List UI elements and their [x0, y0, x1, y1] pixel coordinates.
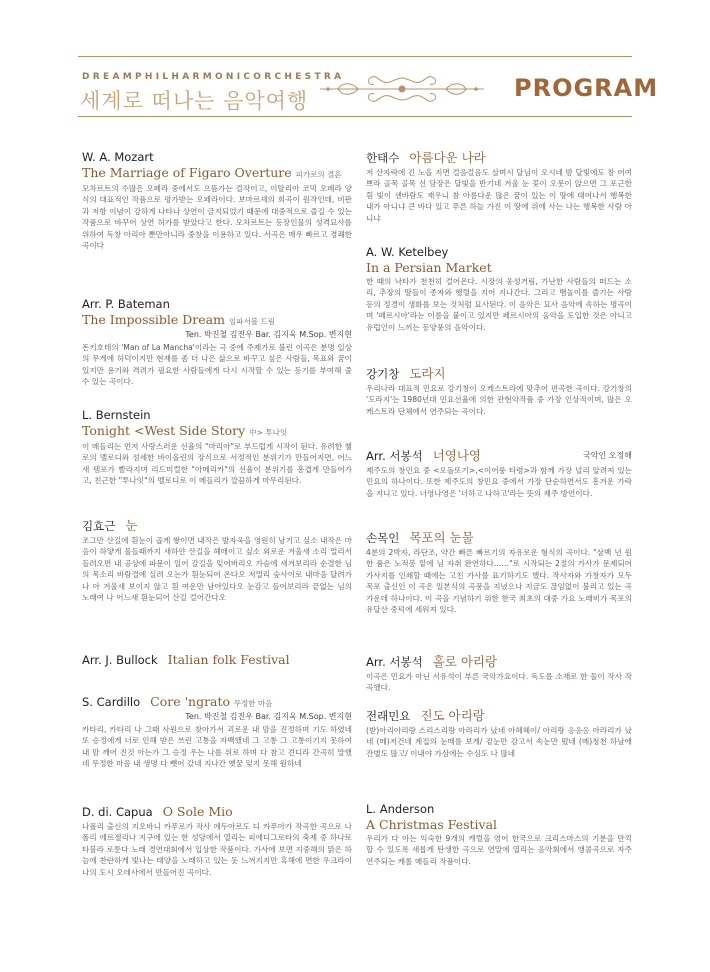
composer: L. Anderson	[366, 802, 435, 816]
piece-heading: 김효근 눈	[82, 518, 138, 533]
piece-description: 카타리, 카타리 나 그때 사원으로 찾아가서 괴로운 내 맘을 진정하며 기도 하였네 또 승정에게 너로 인해 받은 쓰린 고통을 자백했네 그 고통 그 고통이기지 못하여 내 맘 깨어 진것 아는가 그 승정 우는 나를 위로 하며 다 참고 견디라 간곡히 말했네 무정한 마음 내 생명 다 뺏어 갔네 지나간 옛꿈 잊지 못해 원하네	[82, 725, 352, 769]
piece-title: 눈	[125, 518, 138, 533]
piece-title: A Christmas Festival	[366, 817, 498, 832]
piece-title: 목포의 눈물	[409, 530, 474, 545]
piece-description: 한 때의 낙타가 천천히 걸어온다. 시장의 웅성거림, 가난한 사람들의 떠드는 소리, 추장의 딸들이 종자와 행렬을 지어 지나간다. 그리고 뱀놀이를 즐기는 사람 등의 정경이 생화를 보는 것처럼 묘사된다. 이 음악은 묘사 음악에 속하는 명곡이며 '페르시아'라는 이름을 붙이고 있지만 페르시아의 음악을 도입한 것은 아니고 유럽인이 느끼는 동양풍의 음악이다.	[366, 277, 632, 332]
piece-bullock	[82, 652, 352, 668]
piece-anderson	[366, 802, 632, 867]
piece-heading: Arr. J. Bullock Italian folk Festival	[82, 652, 290, 667]
piece-cardillo	[82, 694, 352, 770]
orchestra-name: DREAMPHILHARMONICORCHESTRA	[82, 72, 345, 82]
piece-description: 우리나라 대표적 민요로 강기창이 오케스트라에 맞추어 편곡한 곡이다. 강기창의 '도라지'는 1980년대 민요선율에 의한 관현악작품 중 가장 인상적이며, 많은 오케스트라 단체에서 연주되는 곡이다.	[366, 384, 632, 416]
header-bottom-rule	[78, 116, 632, 117]
composer: Arr. P. Bateman	[82, 297, 170, 311]
piece-subtitle: 임파서블 드림	[228, 317, 275, 326]
performers: Ten. 박진철 김진우 Bar. 김지욱 M.Sop. 변지현	[185, 330, 352, 339]
piece-title: 진도 아리랑	[420, 708, 485, 723]
piece-capua	[82, 804, 352, 878]
program-heading: PROGRAM	[514, 74, 659, 102]
piece-bernstein	[82, 408, 352, 487]
piece-description: 조그만 산길에 흰눈이 곱게 쌓이면 내작은 발자욱을 영원히 남기고 싶소 내작은 마음이 하얗게 물들때까지 새하얀 산길을 헤매이고 싶소 외로운 겨울새 소리 멀리서 들려오면 내 공상에 파문이 일어 갈길을 잊어버리오 가슴에 새겨보리라 순결한 님의 목소리 바람결에 실려 오는가 흰눈되어 온다오 저멀리 숲사이로 내마음 달려가나 아 겨울새 보이지 않고 흰 여운만 남아있다오 눈감고 들어보리라 끝없는 님의 노래여 나 어느새 흰눈되어 산길 걸어간다오	[82, 536, 352, 603]
piece-description: 모차르트의 수많은 오페라 중에서도 으뜸가는 걸작이고, 이탈리아 코믹 오페라 양식의 대표적인 작품으로 평가받는 오페라이다. 보마르셰의 희곡이 원작인데, 비판과 저항 이념이 강하게 나타나 상연이 금지되었기 때문에 대중적으로 즐길 수 있는 작품으로 바꾸어 상연 허가를 받았다고 한다. 모차르트는 등장인물의 성격묘사를 위하여 독창 아리아 뿐만아니라 중창을 이용하고 있다. 서곡은 매우 빠르고 경쾌한 곡이다	[82, 184, 352, 251]
piece-heading: D. di. Capua O Sole Mio	[82, 804, 233, 819]
piece-title: Core 'ngrato	[150, 694, 231, 709]
piece-heading: S. Cardillo Core 'ngrato 무정한 마음	[82, 694, 273, 709]
piece-title: 도라지	[409, 366, 446, 381]
piece-description: 우리가 다 아는 익숙한 9개의 캐럴을 엮어 한국으로 크리스마스의 기분을 만끽 할 수 있도록 새롭게 탄생한 곡으로 연말에 열리는 음악회에서 앵콜곡으로 자주 연주되는 캐롤 메들리 작품이다.	[366, 834, 632, 866]
piece-title: The Marriage of Figaro Overture 피가로의 결혼	[82, 165, 342, 180]
piece-title: 홀로 아리랑	[432, 654, 498, 669]
piece-description: 돈키호테의 'Man of La Mancha'이라는 극 중에 주제가로 불린 이곡은 분명 일상의 무게에 허덕이지만 현재를 좀 더 나은 삶으로 바꾸고 싶은 사람들, 목표와 꿈이 있지만 용기와 격려가 필요한 사람들에게 다시 시작할 수 있는 동기를 부여해 줄 수 있는 곡이다.	[82, 343, 352, 387]
piece-description: (받)아리아리랑 스리스리랑 아라리가 났네 아헤헤이/ 아리랑 응응응 아라리가 났네 (메)저건네 계집의 눈매를 보게/ 겉눈만 감고서 속눈만 떴네 (메)청천 하날에 잔별도 많고/ 이내야 가삼에는 수심도 나 많네	[366, 726, 632, 758]
composer: A. W. Ketelbey	[366, 245, 449, 259]
piece-subtitle: 中> 투나잇	[249, 428, 288, 437]
composer: L. Bernstein	[82, 408, 151, 422]
piece-description: 4분의 2박자, 라단조, 약간 빠른 빠르기의 자유로운 형식의 곡이다. "삼백 년 원한 품은 노적봉 밑에 님 자취 완연하다……"로 시작되는 2절의 가사가 문제되어 가사지를 인쇄할 때에는 고친 가사를 표기하기도 했다. 작사자와 가창자가 모두 목포 출신인 이 곡은 일본식의 곡풍을 지녔으나 지금도 끊임없이 불리고 있는 곡 가운데 하나이다. 이 곡을 기념하기 위한 한국 최초의 대중 가요 노래비가 목포의 유달산 중턱에 세워져 있다.	[366, 548, 632, 615]
piece-hantaesu	[366, 150, 632, 224]
piece-heading: 전래민요 진도 아리랑	[366, 708, 485, 723]
piece-neoyoung	[366, 448, 632, 499]
performers: 국악인 오정해	[583, 451, 632, 460]
piece-jindo-arirang	[366, 708, 632, 759]
piece-heading: 한태수 아름다운 나라	[366, 150, 486, 165]
piece-holo-arirang	[366, 654, 632, 694]
piece-subtitle: 피가로의 결혼	[295, 170, 342, 179]
concert-title: 세계로 떠나는 음악여행	[80, 89, 309, 113]
piece-heading: Arr. 서봉석 홀로 아리랑	[366, 654, 498, 669]
piece-title: 너영나영	[432, 448, 482, 463]
piece-ketelbey	[366, 245, 632, 333]
piece-title: The Impossible Dream 임파서블 드림	[82, 312, 275, 327]
piece-description: 이 메들리는 먼저 사랑스러운 선율의 "마리아"로 부드럽게 시작이 된다. 유려한 첼로의 멜로디와 섬세한 바이올린의 장식으로 서정적인 분위기가 만들어지면, 어느새 템포가 빨라지며 리드미컬한 "아메리카"의 선율이 분위기를 흥겹게 만들어가고, 친근한 "투나잇"의 멜로디로 이 메들리가 깔끔하게 마무리된다.	[82, 442, 352, 486]
piece-title: O Sole Mio	[162, 804, 233, 819]
ornament-divider-icon	[318, 70, 486, 108]
piece-mozart	[82, 150, 352, 251]
piece-heading: 강기창 도라지	[366, 366, 446, 381]
piece-gangichang	[366, 366, 632, 417]
performers: Ten. 박진철 김진우 Bar. 김지욱 M.Sop. 변지현	[185, 712, 352, 721]
piece-subtitle: 무정한 마음	[233, 699, 273, 708]
piece-heading: 손목인 목포의 눈물	[366, 530, 474, 545]
piece-title: Tonight <West Side Story 中> 투나잇	[82, 423, 288, 438]
piece-description: 제주도의 창민요 중 <오돌또기>,<이어룽 타령>과 함께 가장 널리 알려져 있는 민요의 하나이다. 또한 제주도의 창민요 중에서 가장 단순하면서도 흥겨운 가락을 지니고 있다. 너영나영은 '너하고 나하고'라는 뜻의 제주 방언이다.	[366, 466, 632, 498]
piece-description: 저 산자락에 긴 노을 지면 걸음걸음도 살며시 달님이 오시네 밤 달빛에도 참 어여쁘라 골목 골목 선 담장은 달빛을 반기네 겨울 눈 꽃이 오롯이 앉으면 그 포근한 흰 빛이 센바람도 재우니 참 아름다운 많은 꿈이 있는 이 땅에 태어나서 행복한 내가 아니냐 큰 바다 있고 푸른 하늘 가진 이 땅에 위에 사는 나는 행복한 사람 아니냐	[366, 168, 632, 223]
composer: W. A. Mozart	[82, 150, 154, 164]
piece-title: Italian folk Festival	[167, 652, 290, 667]
top-rule	[78, 56, 632, 57]
piece-kimhyogeun	[82, 518, 352, 603]
piece-bateman	[82, 297, 352, 388]
piece-mokpo	[366, 530, 632, 615]
piece-title: 아름다운 나라	[409, 150, 486, 165]
piece-description: 이곡은 민요가 아닌 서유석이 부른 국악가요이다. 독도를 소재로 한 둘이 작사 작곡했다.	[366, 672, 632, 693]
piece-heading: Arr. 서봉석 너영나영 국악인 오정해	[366, 448, 632, 463]
piece-description: 나폴리 출신의 지오바니 카푸로가 작사 에두아르도 디 카푸아가 작곡한 곡으로 나폴리 에르젤리나 지구에 있는 한 성당에서 열리는 피에디그로타의 축제 중 하나로 타블라 로툰다 노래 경연대회에서 입상한 작품이다. 가사에 보면 지중해의 맑은 하늘에 찬란하게 빛나는 태양을 노래하고 있는 듯 느껴지지만 흑해에 면한 우크라이나의 도시 오데사에서 만들어진 곡이다.	[82, 822, 352, 877]
piece-title: In a Persian Market	[366, 260, 492, 275]
